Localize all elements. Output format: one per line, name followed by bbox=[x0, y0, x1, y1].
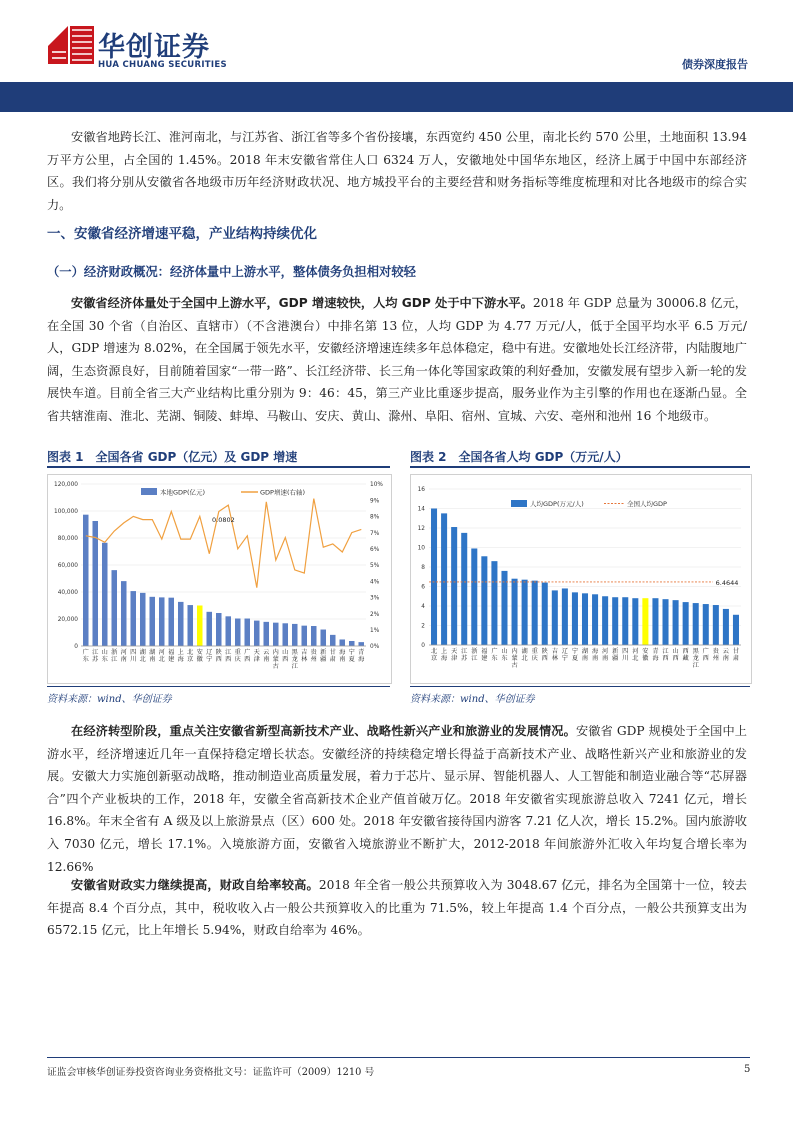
per-capita-bar bbox=[592, 594, 598, 645]
gdp-bar bbox=[102, 543, 108, 646]
gdp-chart bbox=[47, 474, 392, 684]
x-tick-label: 陕西 bbox=[215, 649, 222, 663]
y-right-tick-label: 10% bbox=[370, 482, 383, 489]
y-tick-label: 10 bbox=[417, 545, 425, 552]
subsection-heading: （一）经济财政概况：经济体量中上游水平，整体债务负担相对较轻 bbox=[47, 265, 416, 279]
paragraph-transformation-lead: 在经济转型阶段，重点关注安徽省新型高新技术产业、战略性新兴产业和旅游业的发展情况。 bbox=[71, 724, 576, 738]
y-left-tick-label: 80,000 bbox=[57, 536, 78, 543]
y-right-tick-label: 1% bbox=[370, 628, 380, 634]
footer-disclaimer: 证监会审核华创证券投资咨询业务资格批文号：证监许可（2009）1210 号 bbox=[47, 1067, 375, 1078]
x-tick-label: 上海 bbox=[177, 649, 184, 663]
y-tick-label: 16 bbox=[417, 487, 425, 494]
paragraph-economy-lead: 安徽省经济体量处于全国中上游水平，GDP 增速较快，人均 GDP 处于中下游水平。 bbox=[71, 296, 533, 310]
x-tick-label: 云南 bbox=[722, 648, 729, 662]
x-tick-label: 内蒙古 bbox=[272, 649, 279, 670]
figure1-source-rule bbox=[47, 686, 390, 687]
footer-rule bbox=[47, 1057, 750, 1058]
x-tick-label: 河南 bbox=[602, 648, 609, 662]
x-tick-label: 山东 bbox=[501, 648, 508, 662]
paragraph-transformation-body: 安徽省 GDP 规模处于全国中上游水平，经济增速近几年一直保持稳定增长状态。安徽经济的持续稳定增长得益于高新技术产业、战略性新兴产业和旅游业的发展。安徽大力实施创新驱动战略，推动制造业高质量发展，着力于芯片、显示屏、智能机器人、人工智能和制造业融合等“芯屏器合”四个产业板块的工作，2018 年，安徽全省高新技术企业产值首破万亿。2018 年安徽省实现旅游总收入 7241 亿元，增长 16.8%。年末全省有 A 级及以上旅游景点（区）600 处。2018 年安徽省接待国内游客 7.21 亿人次，增长 15.2%。国内旅游收入 7030 亿元，增长 17.1%。入境旅游方面，安徽省入境旅游业不断扩大，2012-2018 年间旅游外汇收入年均复合增长率为 12.66% bbox=[47, 724, 747, 874]
figure1-source: 资料来源：wind、华创证券 bbox=[47, 694, 172, 705]
y-left-tick-label: 120,000 bbox=[54, 482, 78, 489]
gdp-bar bbox=[349, 641, 355, 646]
x-tick-label: 黑龙江 bbox=[692, 648, 699, 669]
y-right-tick-label: 8% bbox=[370, 514, 380, 521]
x-tick-label: 广东 bbox=[82, 649, 89, 663]
gdp-bar bbox=[178, 602, 184, 646]
per-capita-bar bbox=[632, 598, 638, 645]
gdp-chart-legend bbox=[141, 488, 305, 497]
x-tick-label: 贵州 bbox=[712, 648, 719, 662]
gdp-bar bbox=[197, 605, 203, 646]
x-tick-label: 广西 bbox=[244, 649, 251, 663]
per-capita-bar bbox=[512, 579, 518, 645]
x-tick-label: 江西 bbox=[662, 648, 669, 662]
y-right-tick-label: 4% bbox=[370, 579, 380, 586]
per-capita-bar bbox=[713, 605, 719, 645]
logo-mark-icon bbox=[48, 26, 94, 64]
y-tick-label: 6 bbox=[421, 584, 425, 591]
y-right-tick-label: 6% bbox=[370, 547, 380, 553]
anhui-growth-annotation: 0.0802 bbox=[212, 516, 235, 524]
figure1-title: 图表 1 全国各省 GDP（亿元）及 GDP 增速 bbox=[47, 450, 298, 464]
gdp-bar bbox=[330, 635, 336, 646]
gdp-growth-line bbox=[86, 499, 362, 588]
per-capita-bar bbox=[461, 533, 467, 645]
per-capita-bar bbox=[673, 600, 679, 645]
x-tick-label: 福建 bbox=[481, 648, 488, 662]
report-type-label: 债券深度报告 bbox=[682, 58, 748, 71]
x-tick-label: 江西 bbox=[225, 649, 232, 663]
y-tick-label: 2 bbox=[421, 623, 425, 630]
x-tick-label: 宁夏 bbox=[348, 649, 355, 663]
gdp-bar bbox=[206, 612, 212, 646]
paragraph-economy-body: 2018 年 GDP 总量为 30006.8 亿元，在全国 30 个省（自治区、直辖市）（不含港澳台）中排名第 13 位，人均 GDP 为 4.77 万元/人，低于全国平均水平 6.5 万元/人，GDP 增速为 8.02%，在全国属于领先水平，安徽经济增速连续多年总体稳定，稳中有进。安徽地处长江经济带，内陆腹地广阔，生态资源良好，目前随着国家“一带一路”、长江经济带、长三角一体化等国家政策的利好叠加，安徽发展有望步入新一轮的发展快车道。目前全省三大产业结构比重分别为 9：46：45，第三产业比重逐步提高，服务业作为主引擎的作用也在逐渐凸显。全省共辖淮南、淮北、芜湖、铜陵、蚌埠、马鞍山、安庆、黄山、滁州、阜阳、宿州、宣城、六安、亳州和池州 16 个地级市。 bbox=[47, 296, 747, 423]
gdp-bar bbox=[254, 621, 260, 646]
x-tick-label: 贵州 bbox=[310, 649, 317, 663]
gdp-bar bbox=[92, 521, 98, 646]
legend-per-capita-label: 人均GDP(万元/人) bbox=[530, 500, 584, 508]
per-capita-bar bbox=[622, 597, 628, 645]
gdp-bar bbox=[130, 591, 136, 646]
per-capita-bar bbox=[532, 581, 538, 645]
x-tick-label: 山东 bbox=[101, 649, 108, 663]
y-right-tick-label: 2% bbox=[370, 611, 380, 618]
legend-growth-label: GDP增速(右轴) bbox=[260, 488, 306, 497]
gdp-bar bbox=[292, 624, 298, 646]
x-tick-label: 天津 bbox=[451, 648, 458, 662]
x-tick-label: 安徽 bbox=[196, 649, 203, 663]
paragraph-economy bbox=[47, 292, 747, 428]
gdp-bar bbox=[235, 619, 241, 646]
paragraph-fiscal-lead: 安徽省财政实力继续提高，财政自给率较高。 bbox=[71, 878, 319, 892]
gdp-bar bbox=[111, 570, 117, 646]
gdp-bar bbox=[149, 597, 155, 646]
x-tick-label: 湖北 bbox=[521, 648, 528, 662]
per-capita-bar bbox=[572, 592, 578, 645]
x-tick-label: 青海 bbox=[358, 649, 365, 663]
gdp-bar bbox=[168, 598, 174, 646]
gdp-bar bbox=[263, 622, 269, 646]
x-tick-label: 海南 bbox=[339, 649, 346, 663]
figure2-source: 资料来源：wind、华创证券 bbox=[410, 694, 535, 705]
y-tick-label: 0 bbox=[421, 643, 425, 650]
per-capita-bar bbox=[652, 598, 658, 645]
gdp-bar bbox=[301, 626, 307, 646]
y-right-tick-label: 0% bbox=[370, 644, 380, 651]
y-left-tick-label: 40,000 bbox=[57, 590, 78, 597]
per-capita-gdp-chart bbox=[410, 474, 752, 684]
y-tick-label: 12 bbox=[417, 526, 425, 533]
x-tick-label: 湖北 bbox=[139, 649, 146, 663]
per-capita-bar bbox=[733, 615, 739, 645]
x-tick-label: 辽宁 bbox=[206, 649, 213, 663]
gdp-bar bbox=[311, 626, 317, 646]
x-tick-label: 吉林 bbox=[301, 649, 308, 663]
y-left-tick-label: 100,000 bbox=[54, 509, 78, 516]
per-capita-bar bbox=[562, 588, 568, 645]
gdp-bar bbox=[225, 616, 231, 646]
per-capita-bar bbox=[431, 509, 437, 646]
y-right-tick-label: 5% bbox=[370, 563, 380, 570]
per-capita-bar bbox=[693, 603, 699, 645]
x-tick-label: 重庆 bbox=[531, 648, 538, 662]
x-tick-label: 海南 bbox=[591, 648, 599, 662]
x-tick-label: 安徽 bbox=[642, 648, 649, 662]
per-capita-bar bbox=[552, 590, 558, 645]
x-tick-label: 江苏 bbox=[92, 649, 99, 663]
legend-gdp-label: 本地GDP(亿元) bbox=[160, 488, 206, 497]
x-tick-label: 山西 bbox=[282, 649, 289, 663]
national-average-label: 6.4644 bbox=[715, 579, 739, 587]
x-tick-label: 西藏 bbox=[682, 648, 689, 662]
per-capita-bar bbox=[451, 527, 457, 645]
x-tick-label: 甘肃 bbox=[732, 648, 740, 662]
y-right-tick-label: 3% bbox=[370, 595, 380, 602]
x-tick-label: 青海 bbox=[652, 648, 659, 662]
x-tick-label: 河北 bbox=[632, 648, 639, 662]
paragraph-transformation bbox=[47, 720, 747, 878]
x-tick-label: 宁夏 bbox=[571, 648, 579, 662]
y-left-tick-label: 0 bbox=[74, 644, 78, 651]
per-capita-bar bbox=[582, 593, 588, 645]
x-tick-label: 陕西 bbox=[541, 648, 548, 662]
per-capita-bar bbox=[441, 513, 447, 645]
x-tick-label: 福建 bbox=[168, 649, 175, 663]
logo-english-name: HUA CHUANG SECURITIES bbox=[98, 60, 227, 70]
logo-chinese-name: 华创证券 bbox=[98, 32, 210, 63]
x-tick-label: 重庆 bbox=[234, 649, 241, 663]
figure2-title: 图表 2 全国各省人均 GDP（万元/人） bbox=[410, 450, 628, 464]
per-capita-chart-legend bbox=[511, 499, 667, 508]
x-tick-label: 江苏 bbox=[461, 648, 468, 662]
x-tick-label: 黑龙江 bbox=[291, 649, 298, 670]
x-tick-label: 新疆 bbox=[612, 648, 619, 662]
x-tick-label: 湖南 bbox=[581, 648, 589, 662]
x-tick-label: 四川 bbox=[622, 648, 629, 662]
gdp-bar bbox=[159, 597, 165, 646]
x-tick-label: 内蒙古 bbox=[511, 648, 518, 669]
per-capita-bar bbox=[612, 597, 618, 645]
page-number: 5 bbox=[744, 1064, 751, 1075]
x-tick-label: 云南 bbox=[263, 649, 270, 663]
x-tick-label: 山西 bbox=[672, 648, 679, 662]
x-tick-label: 北京 bbox=[430, 648, 438, 662]
x-tick-label: 浙江 bbox=[111, 649, 118, 663]
x-tick-label: 吉林 bbox=[551, 648, 558, 662]
y-tick-label: 4 bbox=[421, 604, 425, 611]
y-left-tick-label: 20,000 bbox=[57, 617, 78, 624]
gdp-bar bbox=[358, 642, 364, 646]
per-capita-bar bbox=[703, 604, 709, 645]
x-tick-label: 天津 bbox=[253, 649, 260, 663]
paragraph-fiscal-body: 2018 年全省一般公共预算收入为 3048.67 亿元，排名为全国第十一位，较去年提高 8.4 个百分点，其中，税收收入占一般公共预算收入的比重为 71.5%，较上年提高 1.4 个百分点，一般公共预算支出为 6572.15 亿元，比上年增长 5.94%，财政自给率为 46%。 bbox=[47, 878, 747, 938]
y-left-tick-label: 60,000 bbox=[57, 563, 78, 570]
per-capita-bar bbox=[542, 583, 548, 645]
header-band bbox=[0, 82, 793, 112]
x-tick-label: 甘肃 bbox=[329, 649, 336, 663]
figure2-source-rule bbox=[410, 686, 750, 687]
per-capita-bar bbox=[522, 580, 528, 645]
per-capita-bar bbox=[481, 556, 487, 645]
x-tick-label: 新疆 bbox=[320, 649, 327, 663]
figure2-rule bbox=[410, 466, 750, 468]
x-tick-label: 广东 bbox=[491, 648, 498, 662]
x-tick-label: 湖南 bbox=[149, 649, 156, 663]
gdp-bar bbox=[282, 623, 288, 646]
y-tick-label: 14 bbox=[417, 506, 425, 513]
gdp-bar bbox=[339, 639, 345, 646]
per-capita-bar bbox=[602, 596, 608, 645]
gdp-bar bbox=[320, 630, 326, 646]
gdp-bar bbox=[216, 613, 222, 646]
figure1-rule bbox=[47, 466, 390, 468]
y-tick-label: 8 bbox=[421, 565, 425, 572]
intro-paragraph: 安徽省地跨长江、淮河南北，与江苏省、浙江省等多个省份接壤，东西宽约 450 公里，南北长约 570 公里，土地面积 13.94 万平方公里，占全国的 1.45%。2018 年末安徽省常住人口 6324 万人，安徽地处中国华东地区，经济上属于中国中东部经济区。我们将分别从安徽省各地级市历年经济财政状况、地方城投平台的主要经营和财务指标等维度梳理和对比各地级市的综合实力。 bbox=[47, 130, 747, 212]
legend-gdp-swatch bbox=[141, 488, 157, 495]
gdp-bar bbox=[273, 623, 279, 646]
x-tick-label: 上海 bbox=[441, 648, 448, 662]
per-capita-bar bbox=[642, 598, 648, 645]
per-capita-bar bbox=[683, 602, 689, 645]
x-tick-label: 河南 bbox=[120, 649, 127, 663]
x-tick-label: 北京 bbox=[187, 649, 194, 663]
legend-national-label: 全国人均GDP bbox=[627, 500, 667, 508]
paragraph-fiscal bbox=[47, 874, 747, 942]
x-tick-label: 四川 bbox=[130, 649, 137, 663]
x-tick-label: 辽宁 bbox=[561, 648, 568, 662]
per-capita-bar bbox=[723, 609, 729, 645]
x-tick-label: 广西 bbox=[702, 648, 709, 662]
y-right-tick-label: 9% bbox=[370, 498, 380, 505]
gdp-bar bbox=[244, 619, 250, 646]
per-capita-bar bbox=[491, 561, 497, 645]
y-right-tick-label: 7% bbox=[370, 530, 380, 537]
gdp-bar bbox=[83, 515, 89, 646]
gdp-bar bbox=[140, 593, 146, 646]
legend-per-capita-swatch bbox=[511, 500, 527, 507]
x-tick-label: 浙江 bbox=[471, 648, 478, 662]
gdp-bar bbox=[187, 605, 193, 646]
per-capita-bar bbox=[662, 599, 668, 645]
x-tick-label: 河北 bbox=[158, 649, 165, 663]
section-heading: 一、安徽省经济增速平稳，产业结构持续优化 bbox=[47, 226, 317, 242]
gdp-bar bbox=[121, 581, 127, 646]
per-capita-bar bbox=[471, 548, 477, 645]
